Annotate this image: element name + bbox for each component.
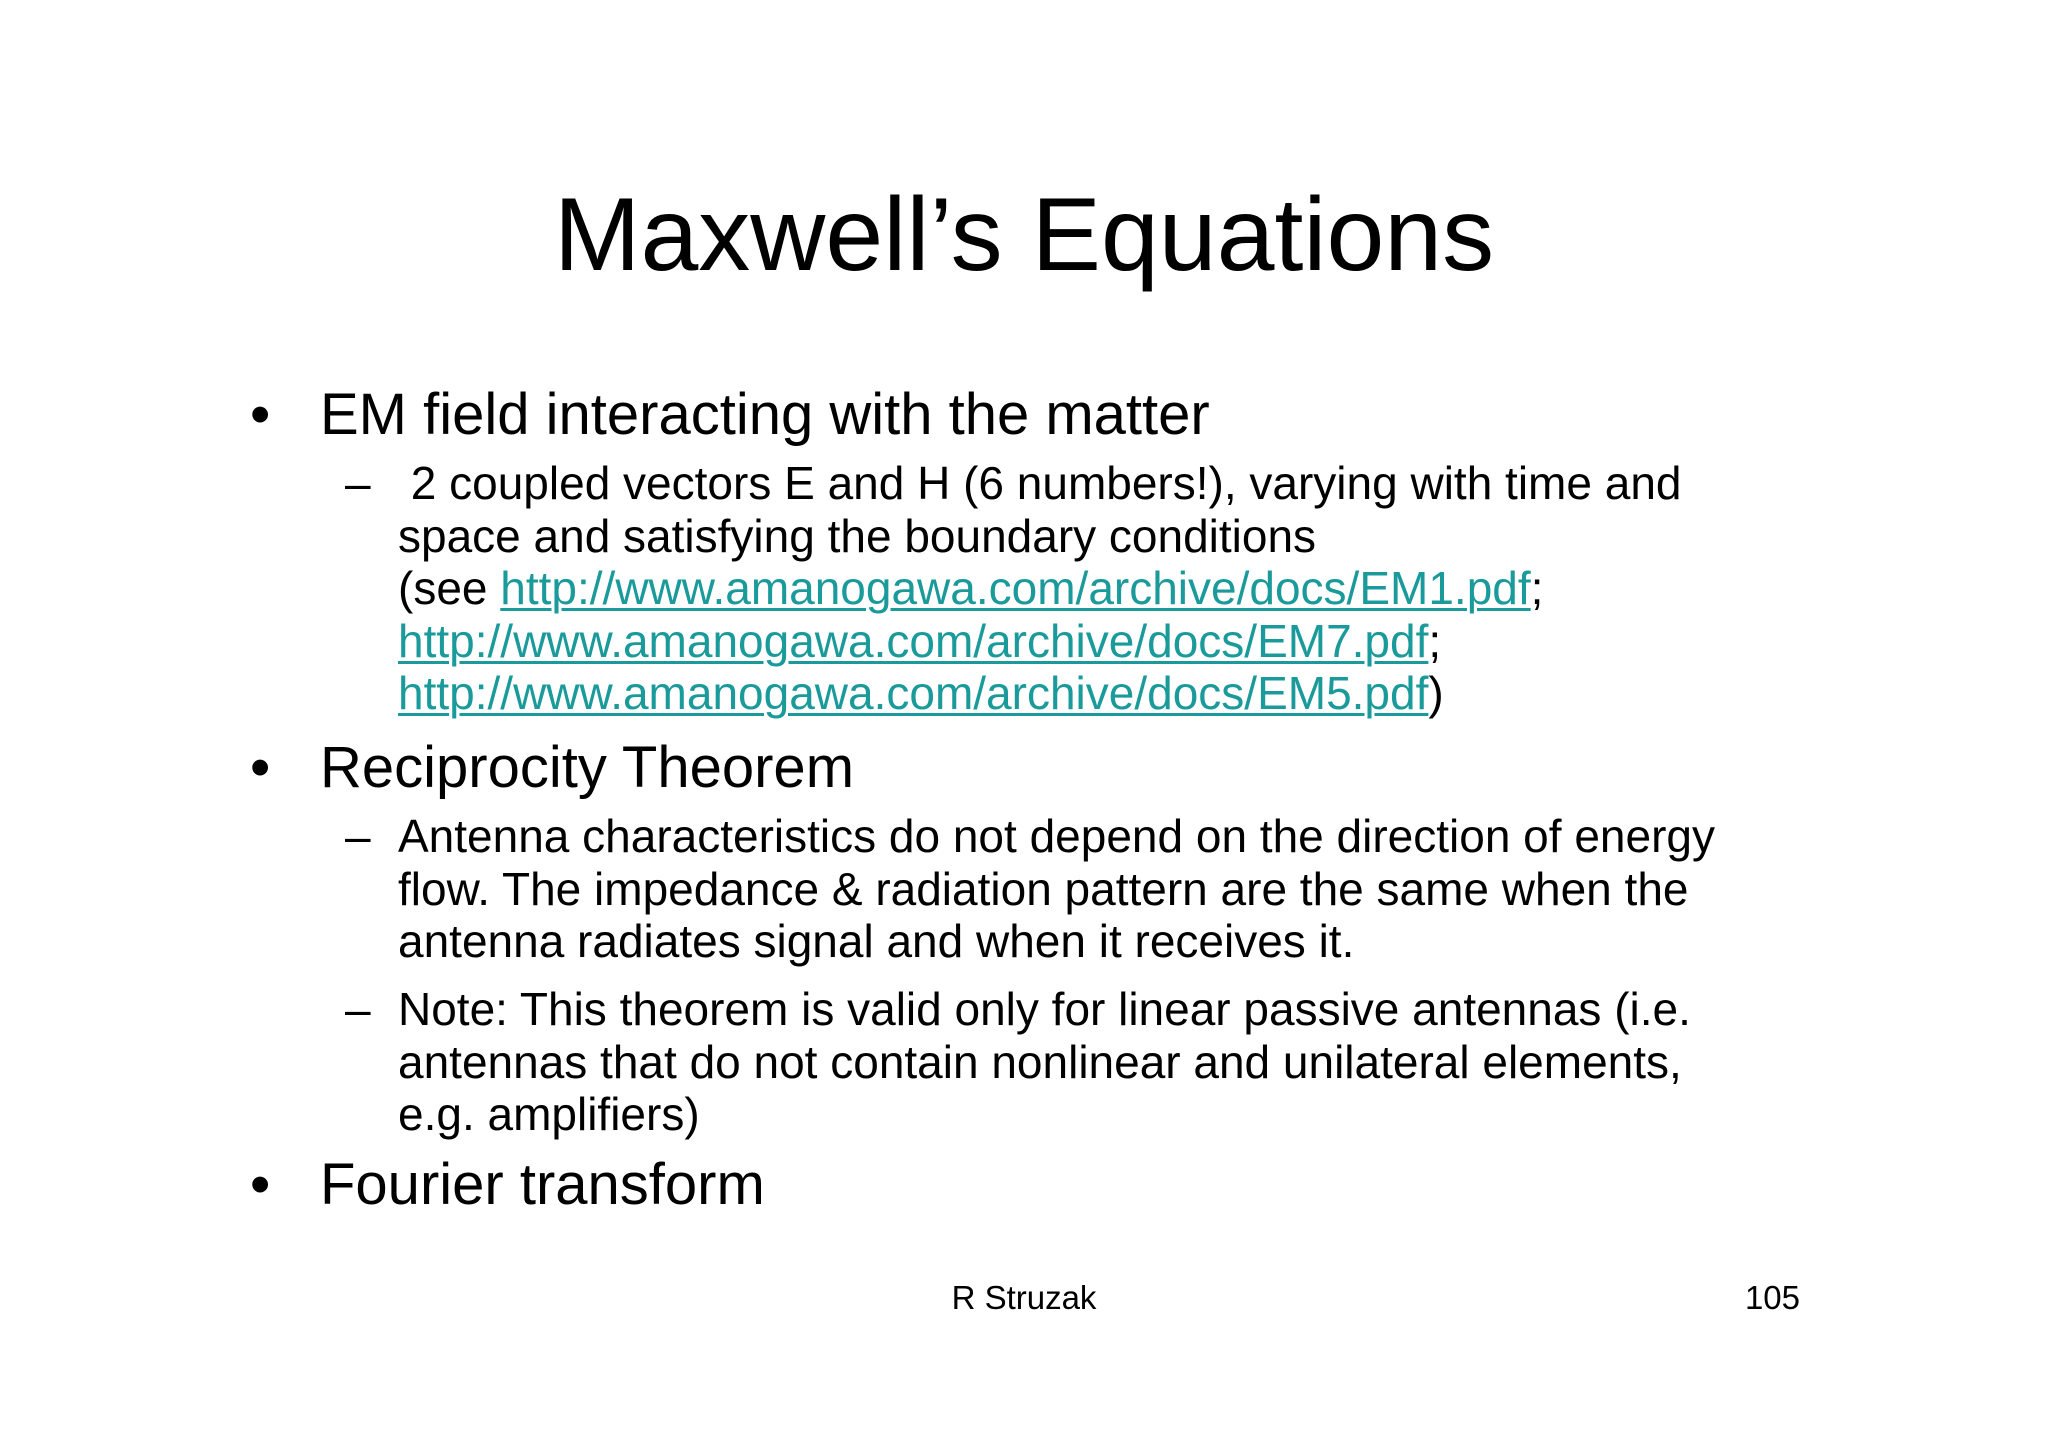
bullet-text: Fourier transform bbox=[320, 1152, 765, 1217]
link-em5-pdf[interactable]: http://www.amanogawa.com/archive/docs/EM5.pdf bbox=[398, 667, 1429, 719]
sub-bullet-line: flow. The impedance & radiation pattern are the same when the bbox=[398, 862, 1689, 915]
sub-bullet-line: antenna radiates signal and when it receives it. bbox=[398, 915, 1355, 967]
bullet-icon: • bbox=[250, 735, 271, 800]
bullet-text: EM field interacting with the matter bbox=[320, 382, 1210, 447]
link-separator: ; bbox=[1530, 562, 1544, 614]
sub-bullet-line bbox=[398, 615, 1682, 668]
bullet-text: Reciprocity Theorem bbox=[320, 735, 855, 800]
sub-bullet-line: antennas that do not contain nonlinear and unilateral elements, bbox=[398, 1035, 1682, 1088]
slide-title: Maxwell’s Equations bbox=[553, 177, 1495, 293]
bullet-icon: • bbox=[250, 1152, 271, 1217]
sub-bullet-line bbox=[398, 562, 1682, 615]
link-em1-pdf[interactable]: http://www.amanogawa.com/archive/docs/EM1.pdf bbox=[500, 562, 1531, 614]
dash-icon: – bbox=[345, 983, 371, 1035]
sub-bullet-line bbox=[398, 667, 1682, 720]
sub-bullet-line: Antenna characteristics do not depend on the direction of energy bbox=[398, 810, 1715, 862]
page-number: 105 bbox=[1744, 1279, 1800, 1316]
dash-icon: – bbox=[345, 457, 371, 509]
link-em7-pdf[interactable]: http://www.amanogawa.com/archive/docs/EM7.pdf bbox=[398, 614, 1429, 667]
link-separator: ; bbox=[1428, 614, 1442, 667]
sub-bullet-line: e.g. amplifiers) bbox=[398, 1088, 700, 1140]
sub-bullet-line: Note: This theorem is valid only for linear passive antennas (i.e. bbox=[398, 983, 1691, 1035]
bullet-icon: • bbox=[250, 382, 271, 447]
sub-bullet-line: space and satisfying the boundary conditions bbox=[398, 509, 1317, 562]
sub-bullet-line: 2 coupled vectors E and H (6 numbers!), varying with time and bbox=[398, 457, 1682, 509]
closing-paren: ) bbox=[1428, 667, 1444, 719]
footer-author: R Struzak bbox=[951, 1279, 1097, 1316]
dash-icon: – bbox=[345, 810, 371, 862]
see-prefix: (see bbox=[398, 562, 501, 614]
